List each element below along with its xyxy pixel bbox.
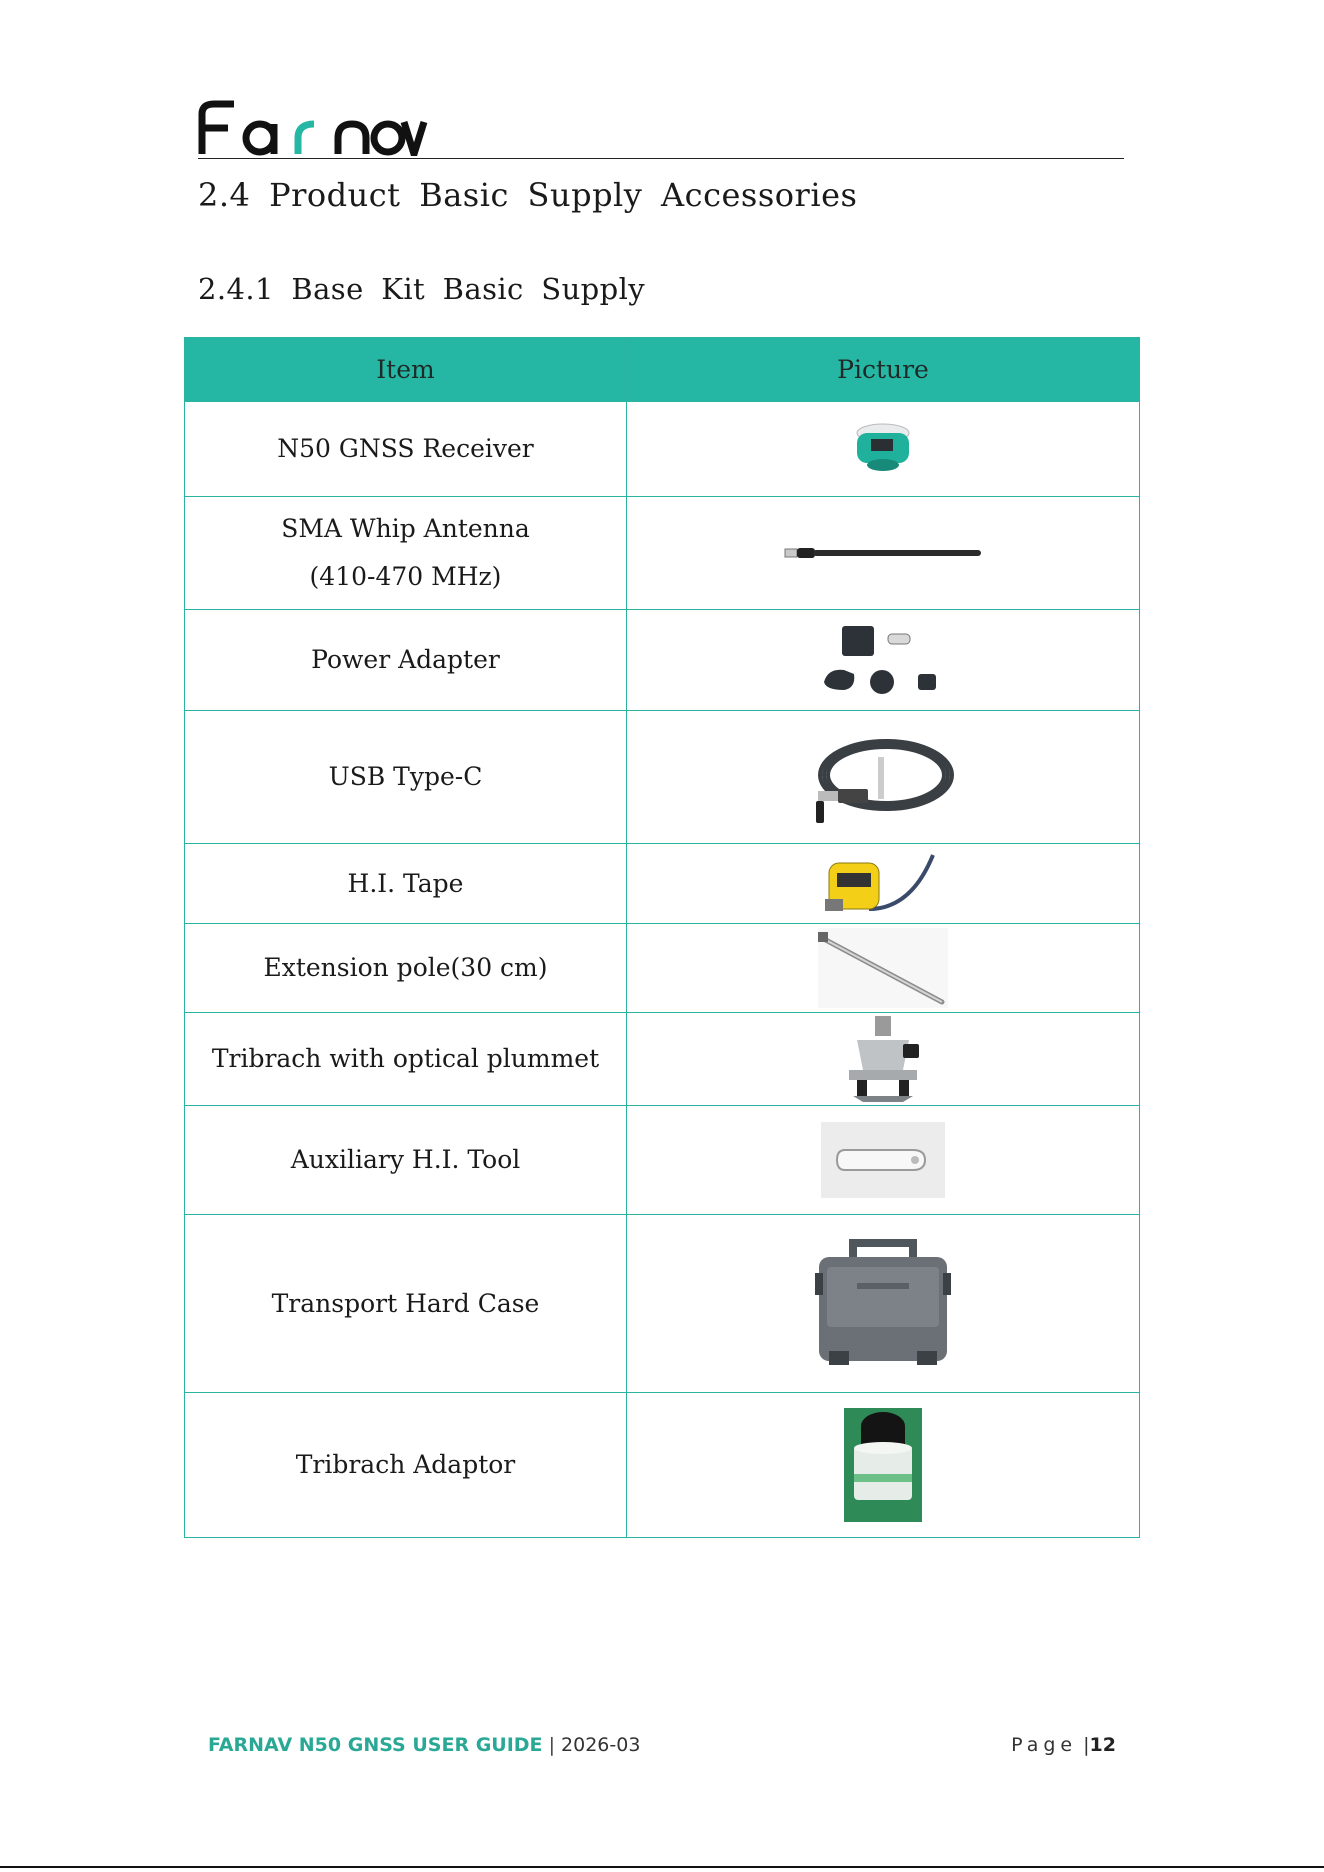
picture-cell — [627, 1393, 1140, 1538]
extension-pole-image — [818, 928, 948, 1008]
picture-cell — [627, 711, 1140, 844]
footer-date: 2026-03 — [561, 1734, 641, 1756]
gnss-receiver-image — [853, 421, 913, 477]
whip-antenna-image — [783, 543, 983, 563]
hi-tool-image — [821, 1122, 945, 1198]
item-cell: Power Adapter — [185, 610, 627, 711]
table-row — [185, 497, 1140, 610]
tribrach-image — [843, 1014, 923, 1104]
table-row — [185, 924, 1140, 1013]
picture-cell — [627, 402, 1140, 497]
picture-cell — [627, 924, 1140, 1013]
accessories-table — [184, 337, 1140, 1538]
item-cell: N50 GNSS Receiver — [185, 402, 627, 497]
picture-cell — [627, 844, 1140, 924]
table-row — [185, 844, 1140, 924]
item-cell: Tribrach with optical plummet — [185, 1013, 627, 1106]
measuring-tape-image — [823, 849, 943, 919]
table-row — [185, 1215, 1140, 1393]
table-row — [185, 1393, 1140, 1538]
picture-cell — [627, 1106, 1140, 1215]
item-cell: Tribrach Adaptor — [185, 1393, 627, 1538]
subsection-title: 2.4.1 Base Kit Basic Supply — [198, 272, 646, 306]
table-row — [185, 1013, 1140, 1106]
bottom-rule — [0, 1866, 1324, 1868]
item-cell: Extension pole(30 cm) — [185, 924, 627, 1013]
picture-cell — [627, 497, 1140, 610]
picture-cell — [627, 1013, 1140, 1106]
item-cell: USB Type-C — [185, 711, 627, 844]
page-label: Page — [1011, 1734, 1078, 1756]
footer-guide-info — [208, 1734, 640, 1756]
picture-cell — [627, 610, 1140, 711]
footer-page-info — [1011, 1734, 1116, 1756]
power-adapter-image — [818, 622, 948, 698]
column-header-picture: Picture — [627, 338, 1140, 402]
table-header-row — [185, 338, 1140, 402]
table-row — [185, 711, 1140, 844]
item-cell: H.I. Tape — [185, 844, 627, 924]
table-row — [185, 610, 1140, 711]
page-separator: | — [1083, 1734, 1090, 1756]
section-title: 2.4 Product Basic Supply Accessories — [198, 176, 858, 214]
header-rule — [198, 158, 1124, 159]
footer-guide-title: FARNAV N50 GNSS USER GUIDE — [208, 1734, 543, 1756]
tribrach-adaptor-image — [844, 1408, 922, 1522]
picture-cell — [627, 1215, 1140, 1393]
hard-case-image — [813, 1239, 953, 1369]
table-row — [185, 402, 1140, 497]
item-cell: SMA Whip Antenna (410-470 MHz) — [185, 497, 627, 610]
item-cell: Transport Hard Case — [185, 1215, 627, 1393]
page-number: 12 — [1089, 1734, 1116, 1756]
footer-separator: | — [548, 1734, 555, 1756]
table-row — [185, 1106, 1140, 1215]
column-header-item: Item — [185, 338, 627, 402]
farnav-logo — [198, 100, 428, 156]
usb-cable-image — [808, 727, 958, 827]
item-cell: Auxiliary H.I. Tool — [185, 1106, 627, 1215]
